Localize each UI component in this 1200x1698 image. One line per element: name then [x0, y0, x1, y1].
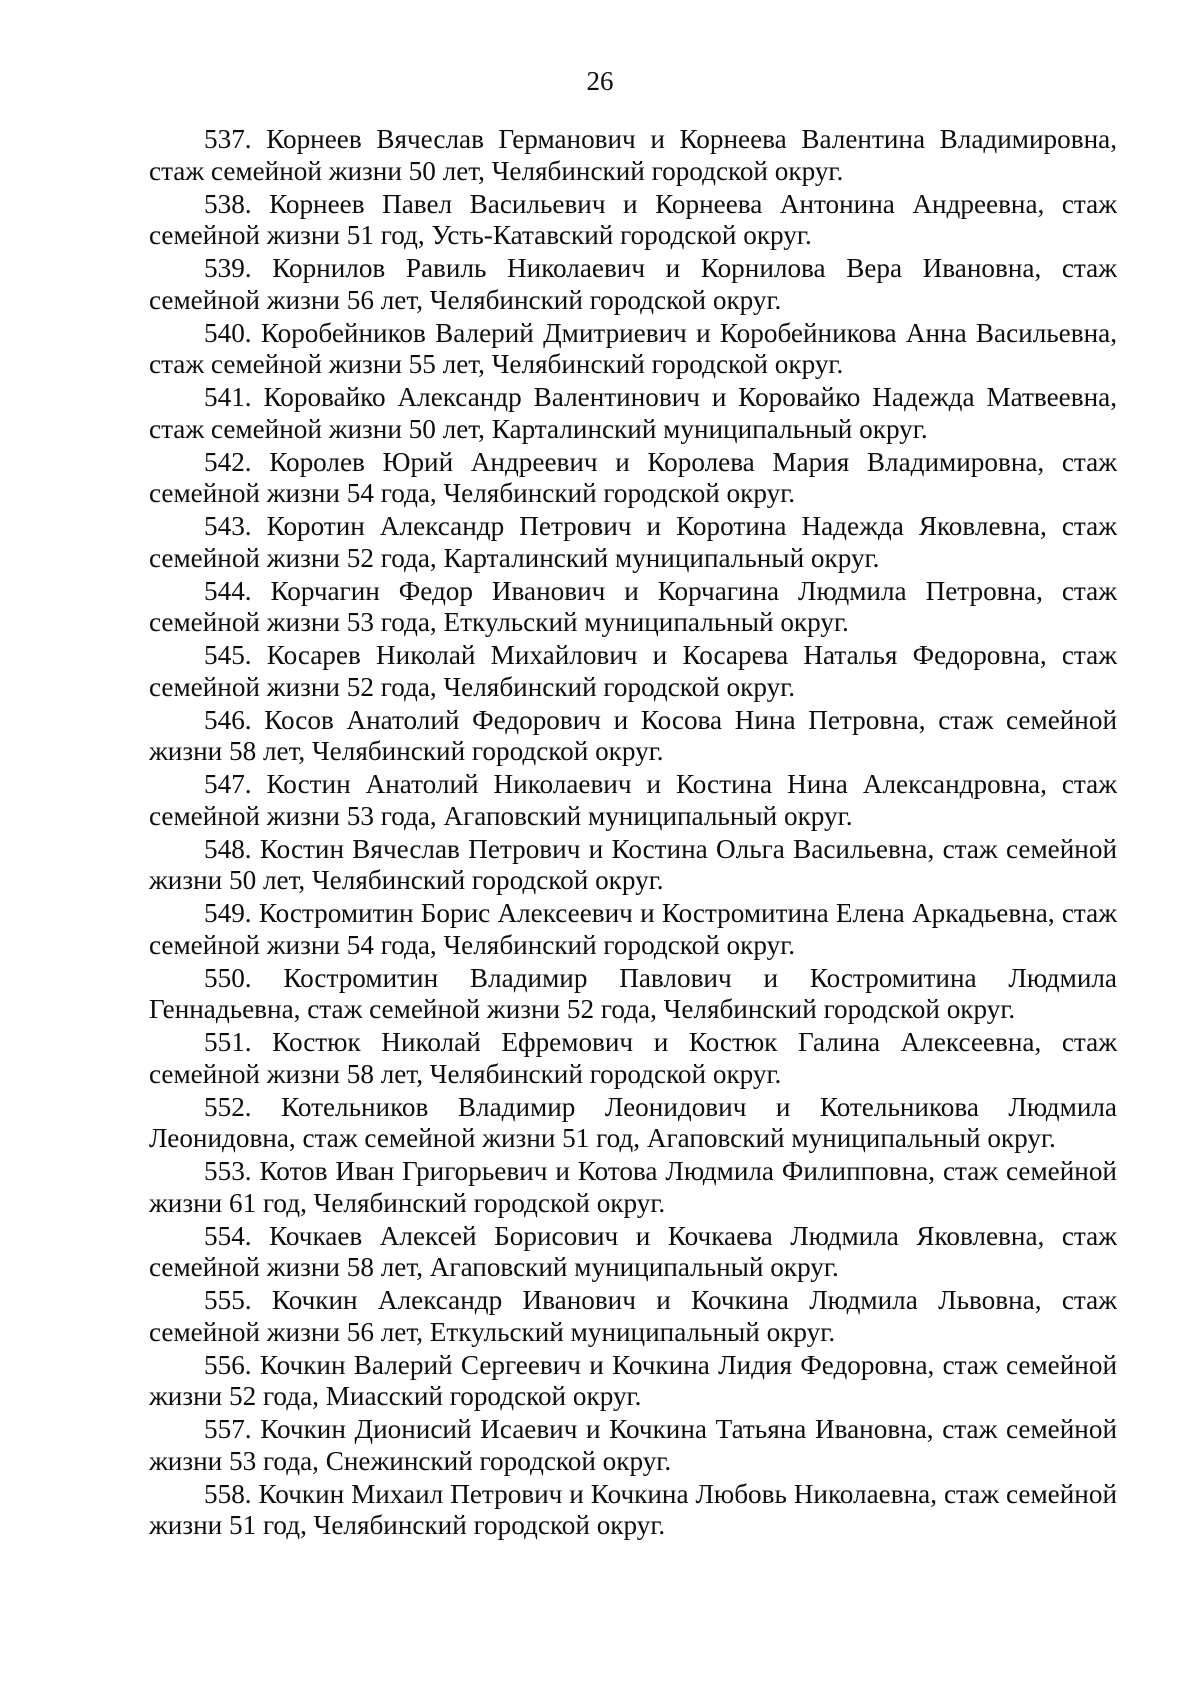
list-item: 541. Коровайко Александр Валентинович и Коровайко Надежда Матвеевна, стаж семейной жизни 50 лет, Карталинский муниципальный округ.: [149, 382, 1117, 444]
list-item: 540. Коробейников Валерий Дмитриевич и Коробейникова Анна Васильевна, стаж семейной жизни 55 лет, Челябинский городской округ.: [149, 317, 1117, 379]
list-item: 557. Кочкин Дионисий Исаевич и Кочкина Татьяна Ивановна, стаж семейной жизни 53 года, Снежинский городской округ.: [149, 1414, 1117, 1476]
list-item: 542. Королев Юрий Андреевич и Королева Мария Владимировна, стаж семейной жизни 54 года, Челябинский городской округ.: [149, 446, 1117, 508]
list-item: 556. Кочкин Валерий Сергеевич и Кочкина Лидия Федоровна, стаж семейной жизни 52 года, Миасский городской округ.: [149, 1349, 1117, 1411]
list-item: 554. Кочкаев Алексей Борисович и Кочкаева Людмила Яковлевна, стаж семейной жизни 58 лет, Агаповский муниципальный округ.: [149, 1220, 1117, 1282]
list-item: 553. Котов Иван Григорьевич и Котова Людмила Филипповна, стаж семейной жизни 61 год, Челябинский городской округ.: [149, 1156, 1117, 1218]
list-item: 543. Коротин Александр Петрович и Коротина Надежда Яковлевна, стаж семейной жизни 52 года, Карталинский муниципальный округ.: [149, 511, 1117, 573]
list-item: 550. Костромитин Владимир Павлович и Костромитина Людмила Геннадьевна, стаж семейной жизни 52 года, Челябинский городской округ.: [149, 962, 1117, 1024]
list-item: 537. Корнеев Вячеслав Германович и Корнеева Валентина Владимировна, стаж семейной жизни 50 лет, Челябинский городской округ.: [149, 124, 1117, 186]
list-item: 538. Корнеев Павел Васильевич и Корнеева Антонина Андреевна, стаж семейной жизни 51 год, Усть-Катавский городской округ.: [149, 188, 1117, 250]
entry-list: [149, 124, 1117, 1543]
list-item: 551. Костюк Николай Ефремович и Костюк Галина Алексеевна, стаж семейной жизни 58 лет, Челябинский городской округ.: [149, 1027, 1117, 1089]
list-item: 545. Косарев Николай Михайлович и Косарева Наталья Федоровна, стаж семейной жизни 52 года, Челябинский городской округ.: [149, 640, 1117, 702]
page-number: 26: [586, 66, 614, 96]
list-item: 548. Костин Вячеслав Петрович и Костина Ольга Васильевна, стаж семейной жизни 50 лет, Челябинский городской округ.: [149, 833, 1117, 895]
list-item: 558. Кочкин Михаил Петрович и Кочкина Любовь Николаевна, стаж семейной жизни 51 год, Челябинский городской округ.: [149, 1478, 1117, 1540]
list-item: 539. Корнилов Равиль Николаевич и Корнилова Вера Ивановна, стаж семейной жизни 56 лет, Челябинский городской округ.: [149, 253, 1117, 315]
list-item: 552. Котельников Владимир Леонидович и Котельникова Людмила Леонидовна, стаж семейной жизни 51 год, Агаповский муниципальный округ.: [149, 1091, 1117, 1153]
list-item: 549. Костромитин Борис Алексеевич и Костромитина Елена Аркадьевна, стаж семейной жизни 54 года, Челябинский городской округ.: [149, 898, 1117, 960]
list-item: 555. Кочкин Александр Иванович и Кочкина Людмила Львовна, стаж семейной жизни 56 лет, Еткульский муниципальный округ.: [149, 1285, 1117, 1347]
list-item: 547. Костин Анатолий Николаевич и Костина Нина Александровна, стаж семейной жизни 53 года, Агаповский муниципальный округ.: [149, 769, 1117, 831]
list-item: 544. Корчагин Федор Иванович и Корчагина Людмила Петровна, стаж семейной жизни 53 года, Еткульский муниципальный округ.: [149, 575, 1117, 637]
list-item: 546. Косов Анатолий Федорович и Косова Нина Петровна, стаж семейной жизни 58 лет, Челябинский городской округ.: [149, 704, 1117, 766]
